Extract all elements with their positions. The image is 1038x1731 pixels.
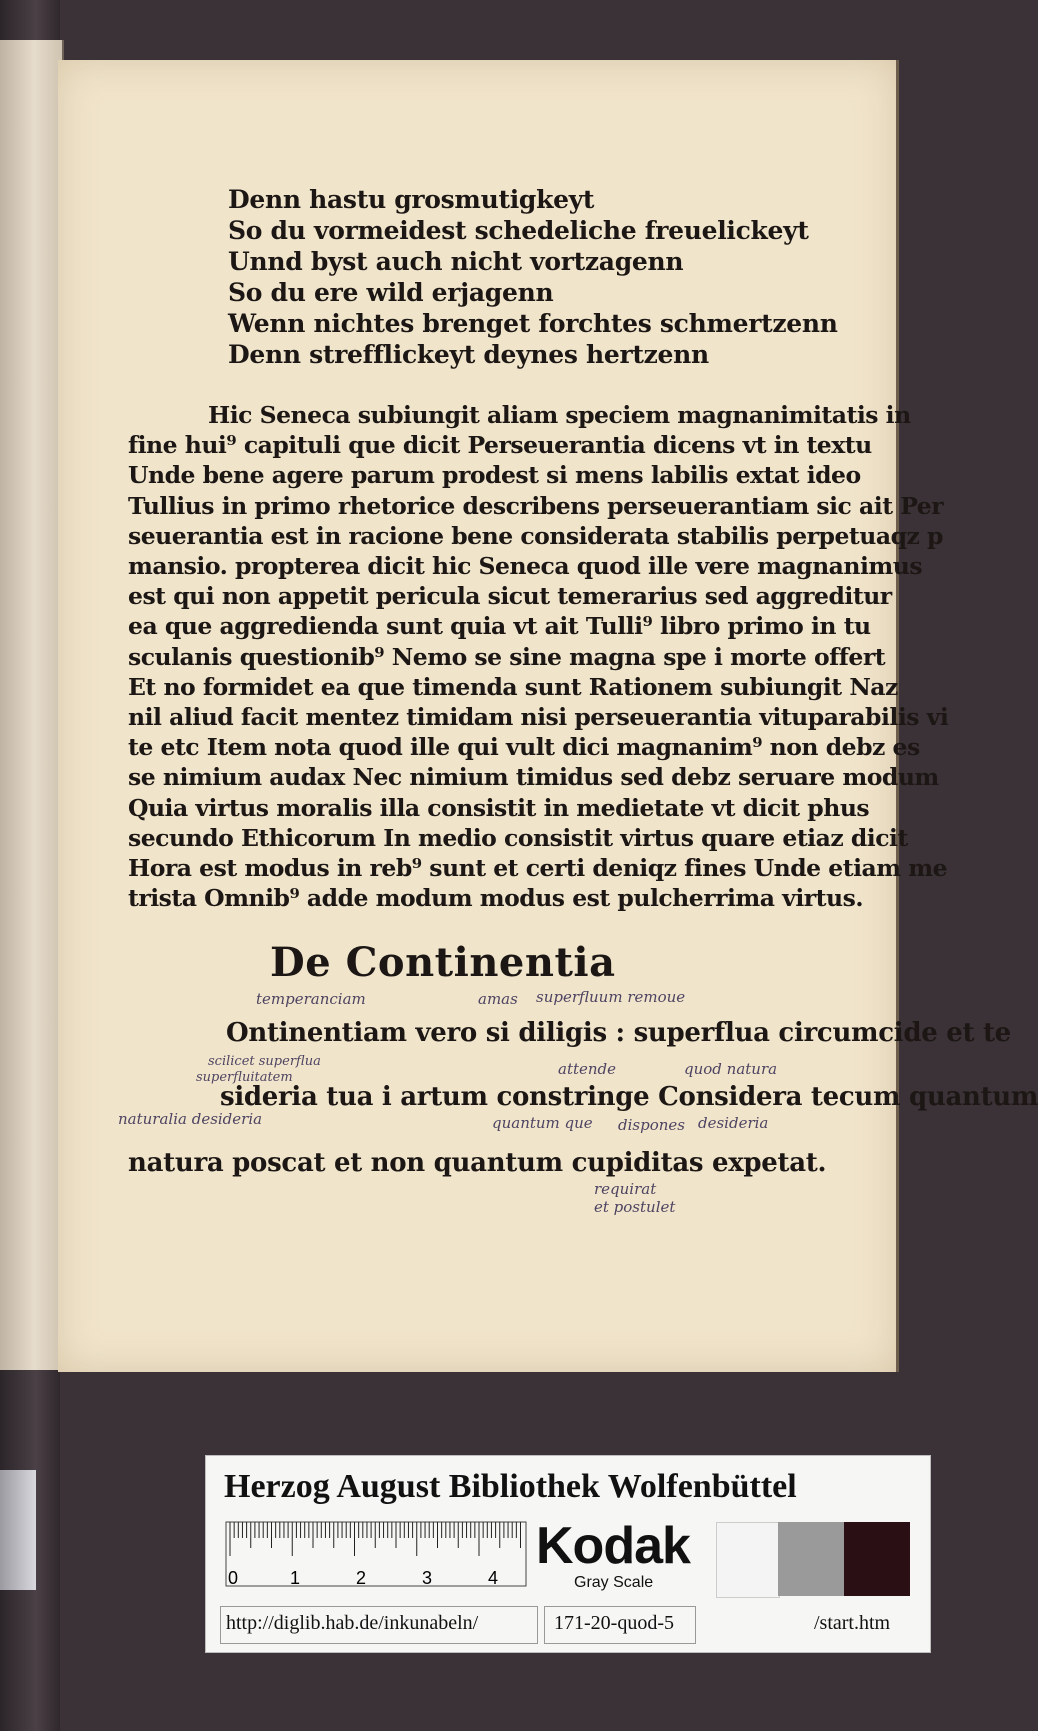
gloss: scilicet superflua [208, 1054, 321, 1069]
commentary-line: Quia virtus moralis illa consistit in medietate vt dicit phus [128, 793, 870, 822]
gloss: superfluum remoue [536, 988, 686, 1006]
incunabulum-page [58, 60, 1038, 1372]
ruler-label: 2 [356, 1568, 367, 1588]
latin-commentary [128, 400, 949, 913]
url-suffix: /start.htm [814, 1612, 891, 1634]
commentary-line: secundo Ethicorum In medio consistit virtus quare etiaz dicit [128, 823, 908, 852]
verse-line: Unnd byst auch nicht vortzagenn [228, 247, 684, 276]
url-base: http://diglib.hab.de/inkunabeln/ [226, 1612, 479, 1634]
german-verse [228, 184, 838, 370]
commentary-line: Hora est modus in reb⁹ sunt et certi deniqz fines Unde etiam me [128, 854, 948, 883]
gloss: superfluitatem [196, 1070, 293, 1085]
gloss: naturalia desideria [118, 1110, 263, 1128]
gloss: requirat [594, 1180, 657, 1198]
text-line: natura poscat et non quantum cupiditas expetat. [128, 1148, 827, 1178]
commentary-line: Hic Seneca subiungit aliam speciem magnanimitatis in [208, 401, 911, 429]
commentary-line: mansio. propterea dicit hic Seneca quod ille vere magnanimus [128, 552, 923, 581]
swatch-white [716, 1522, 780, 1598]
library-color-card [205, 1455, 931, 1653]
page-clip [0, 1470, 36, 1590]
ruler-label: 4 [488, 1568, 499, 1588]
commentary-line: Tullius in primo rhetorice describens perseuerantiam sic ait Per [128, 491, 944, 520]
commentary-line: ea que aggredienda sunt quia vt ait Tulli⁹ libro primo in tu [128, 612, 871, 641]
verse-line: So du ere wild erjagenn [228, 278, 554, 307]
swatch-black [844, 1522, 910, 1596]
gloss: temperanciam [256, 990, 366, 1008]
kodak-logo: Kodak [536, 1517, 690, 1575]
gloss: quod natura [684, 1060, 778, 1078]
ruler-label: 3 [422, 1568, 433, 1588]
gloss: dispones [618, 1116, 685, 1134]
section-heading: De Continentia [270, 939, 616, 986]
verse-line: So du vormeidest schedeliche freuelickeyt [228, 216, 809, 245]
swatch-gray [778, 1522, 844, 1596]
verse-line: Denn hastu grosmutigkeyt [228, 185, 595, 214]
ruler [226, 1522, 526, 1586]
commentary-line: nil aliud facit mentez timidam nisi perseuerantia vituparabilis vi [128, 703, 949, 732]
commentary-line: trista Omnib⁹ adde modum modus est pulcherrima virtus. [128, 884, 863, 913]
previous-page-edge [0, 40, 64, 1370]
gloss: quantum que [492, 1114, 593, 1132]
gloss: desideria [698, 1114, 769, 1132]
verse-line: Wenn nichtes brenget forchtes schmertzenn [228, 309, 838, 338]
gloss: amas [478, 990, 518, 1008]
text-line: sideria tua i artum constringe Considera tecum quantum [220, 1082, 1038, 1112]
gray-scale-label: Gray Scale [574, 1574, 654, 1591]
ruler-label: 0 [228, 1568, 239, 1588]
text-line: Ontinentiam vero si diligis : superflua circumcide et te [226, 1018, 1011, 1048]
ruler-label: 1 [290, 1568, 301, 1588]
url-id: 171-20-quod-5 [554, 1612, 674, 1634]
gloss: attende [558, 1060, 617, 1078]
verse-line: Denn strefflickeyt deynes hertzenn [228, 340, 709, 369]
commentary-line: Unde bene agere parum prodest si mens labilis extat ideo [128, 461, 861, 490]
commentary-line: fine hui⁹ capituli que dicit Perseuerantia dicens vt in textu [128, 431, 872, 460]
gloss: et postulet [594, 1198, 676, 1216]
library-name: Herzog August Bibliothek Wolfenbüttel [224, 1468, 797, 1505]
commentary-line: te etc Item nota quod ille qui vult dici magnanim⁹ non debz es [128, 733, 920, 762]
commentary-line: Et no formidet ea que timenda sunt Rationem subiungit Naz [128, 672, 898, 701]
commentary-line: est qui non appetit pericula sicut temerarius sed aggreditur [128, 582, 892, 611]
commentary-line: se nimium audax Nec nimium timidus sed debz seruare modum [128, 763, 939, 792]
commentary-line: seuerantia est in racione bene considerata stabilis perpetuaqz p [128, 521, 943, 550]
commentary-line: sculanis questionib⁹ Nemo se sine magna spe i morte offert [128, 642, 886, 671]
